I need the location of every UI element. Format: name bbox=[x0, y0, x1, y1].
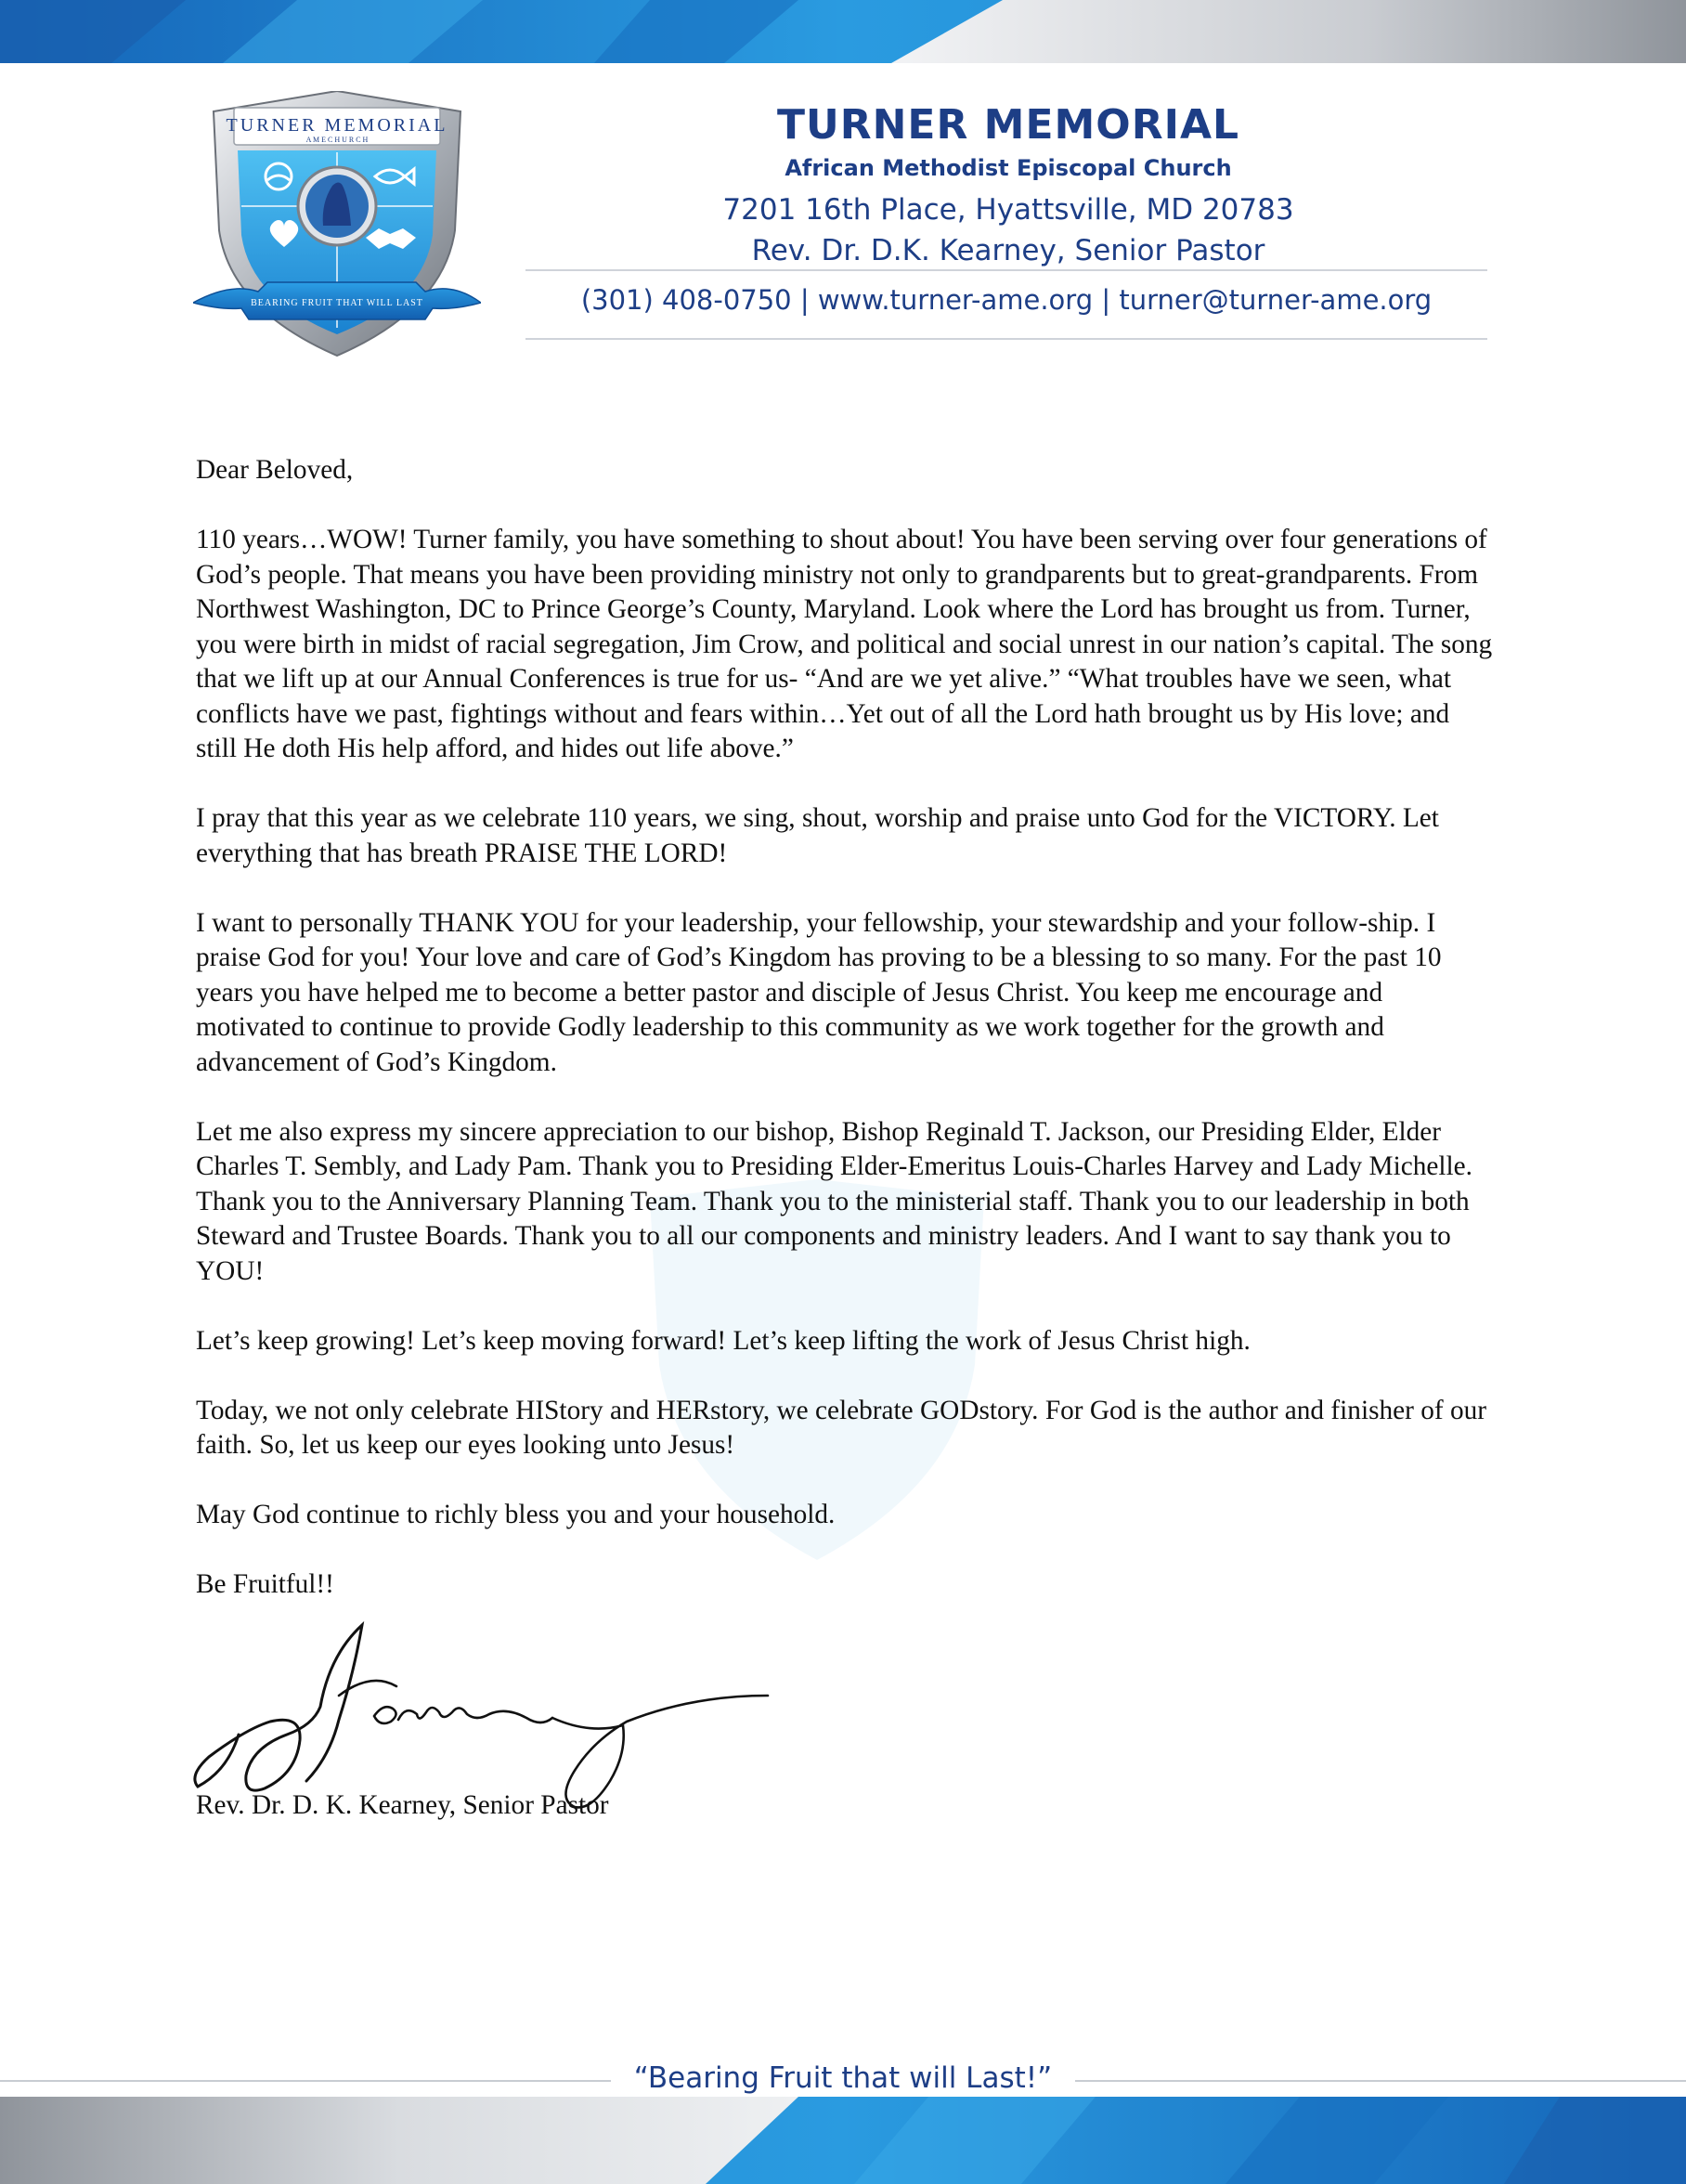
church-name: TURNER MEMORIAL bbox=[776, 101, 1240, 149]
contact-bar bbox=[525, 269, 1487, 340]
body-paragraph: I want to personally THANK YOU for your leadership, your fellowship, your stewardship and your follow-ship. I praise God for you! Your love and care of God’s Kingdom has proving to be a blessing to so many. For the past 10 years you have helped me to become a better pastor and disciple of Jesus Christ. You keep me encourage and motivated to continue to provide Godly leadership to this community as we work together for the growth and advancement of God’s Kingdom. bbox=[196, 907, 1442, 1077]
church-denomination: African Methodist Episcopal Church bbox=[785, 155, 1232, 181]
top-decorative-band bbox=[0, 0, 1686, 63]
body-paragraph: Let’s keep growing! Let’s keep moving forward! Let’s keep lifting the work of Jesus Christ high. bbox=[196, 1325, 1251, 1356]
letter-body bbox=[196, 453, 1496, 1603]
ribbon-text: BEARING FRUIT THAT WILL LAST bbox=[251, 298, 423, 308]
footer-rule-right bbox=[1073, 2080, 1686, 2082]
body-paragraph: 110 years…WOW! Turner family, you have something to shout about! You have been serving over four generations of God’s people. That means you have been providing ministry not only to grandparents but to great-grandparents. From Northwest Washington, DC to Prince George’s County, Maryland. Look where the Lord has brought us from. Turner, you were birth in midst of racial segregation, Jim Crow, and political and social unrest in our nation’s capital. The song that we lift up at our Annual Conferences is true for us- “And are we yet alive.” “What troubles have we seen, what conflicts have we past, fightings without and fears within…Yet out of all the Lord hath brought us by His love; and still He doth His help afford, and hides out life above.” bbox=[196, 525, 1493, 763]
body-paragraph: Today, we not only celebrate HIStory and HERstory, we celebrate GODstory. For God is the author and finisher of our faith. So, let us keep our eyes looking unto Jesus! bbox=[196, 1395, 1486, 1460]
closing: Be Fruitful!! bbox=[196, 1569, 334, 1599]
contact-info: (301) 408-0750 | www.turner-ame.org | turner@turner-ame.org bbox=[580, 284, 1433, 316]
salutation: Dear Beloved, bbox=[196, 455, 354, 485]
footer-rule-left bbox=[0, 2080, 613, 2082]
church-address: 7201 16th Place, Hyattsville, MD 20783 bbox=[722, 193, 1294, 227]
footer-tagline: “Bearing Fruit that will Last!” bbox=[611, 2061, 1075, 2095]
senior-pastor-line: Rev. Dr. D.K. Kearney, Senior Pastor bbox=[751, 234, 1265, 267]
church-crest-logo bbox=[193, 91, 481, 360]
body-paragraph: I pray that this year as we celebrate 110 years, we sing, shout, worship and praise unto God for the VICTORY. Let everything that has breath PRAISE THE LORD! bbox=[196, 803, 1439, 868]
signature-name: Rev. Dr. D. K. Kearney, Senior Pastor bbox=[196, 1790, 609, 1820]
body-paragraph: Let me also express my sincere appreciation to our bishop, Bishop Reginald T. Jackson, our Presiding Elder, Elder Charles T. Sembly, and Lady Pam. Thank you to Presiding Elder-Emeritus Louis-Charles Harvey and Lady Michelle. Thank you to the Anniversary Planning Team. Thank you to the ministerial staff. Thank you to our leadership in both Steward and Trustee Boards. Thank you to all our components and ministry leaders. And I want to say thank you to YOU! bbox=[196, 1116, 1472, 1286]
crest-name-text: TURNER MEMORIAL bbox=[226, 115, 448, 136]
bottom-decorative-band bbox=[0, 2097, 1686, 2184]
crest-sub-text: A M E C H U R C H bbox=[305, 136, 369, 144]
letterhead bbox=[525, 100, 1491, 271]
body-paragraph: May God continue to richly bless you and your household. bbox=[196, 1500, 836, 1529]
